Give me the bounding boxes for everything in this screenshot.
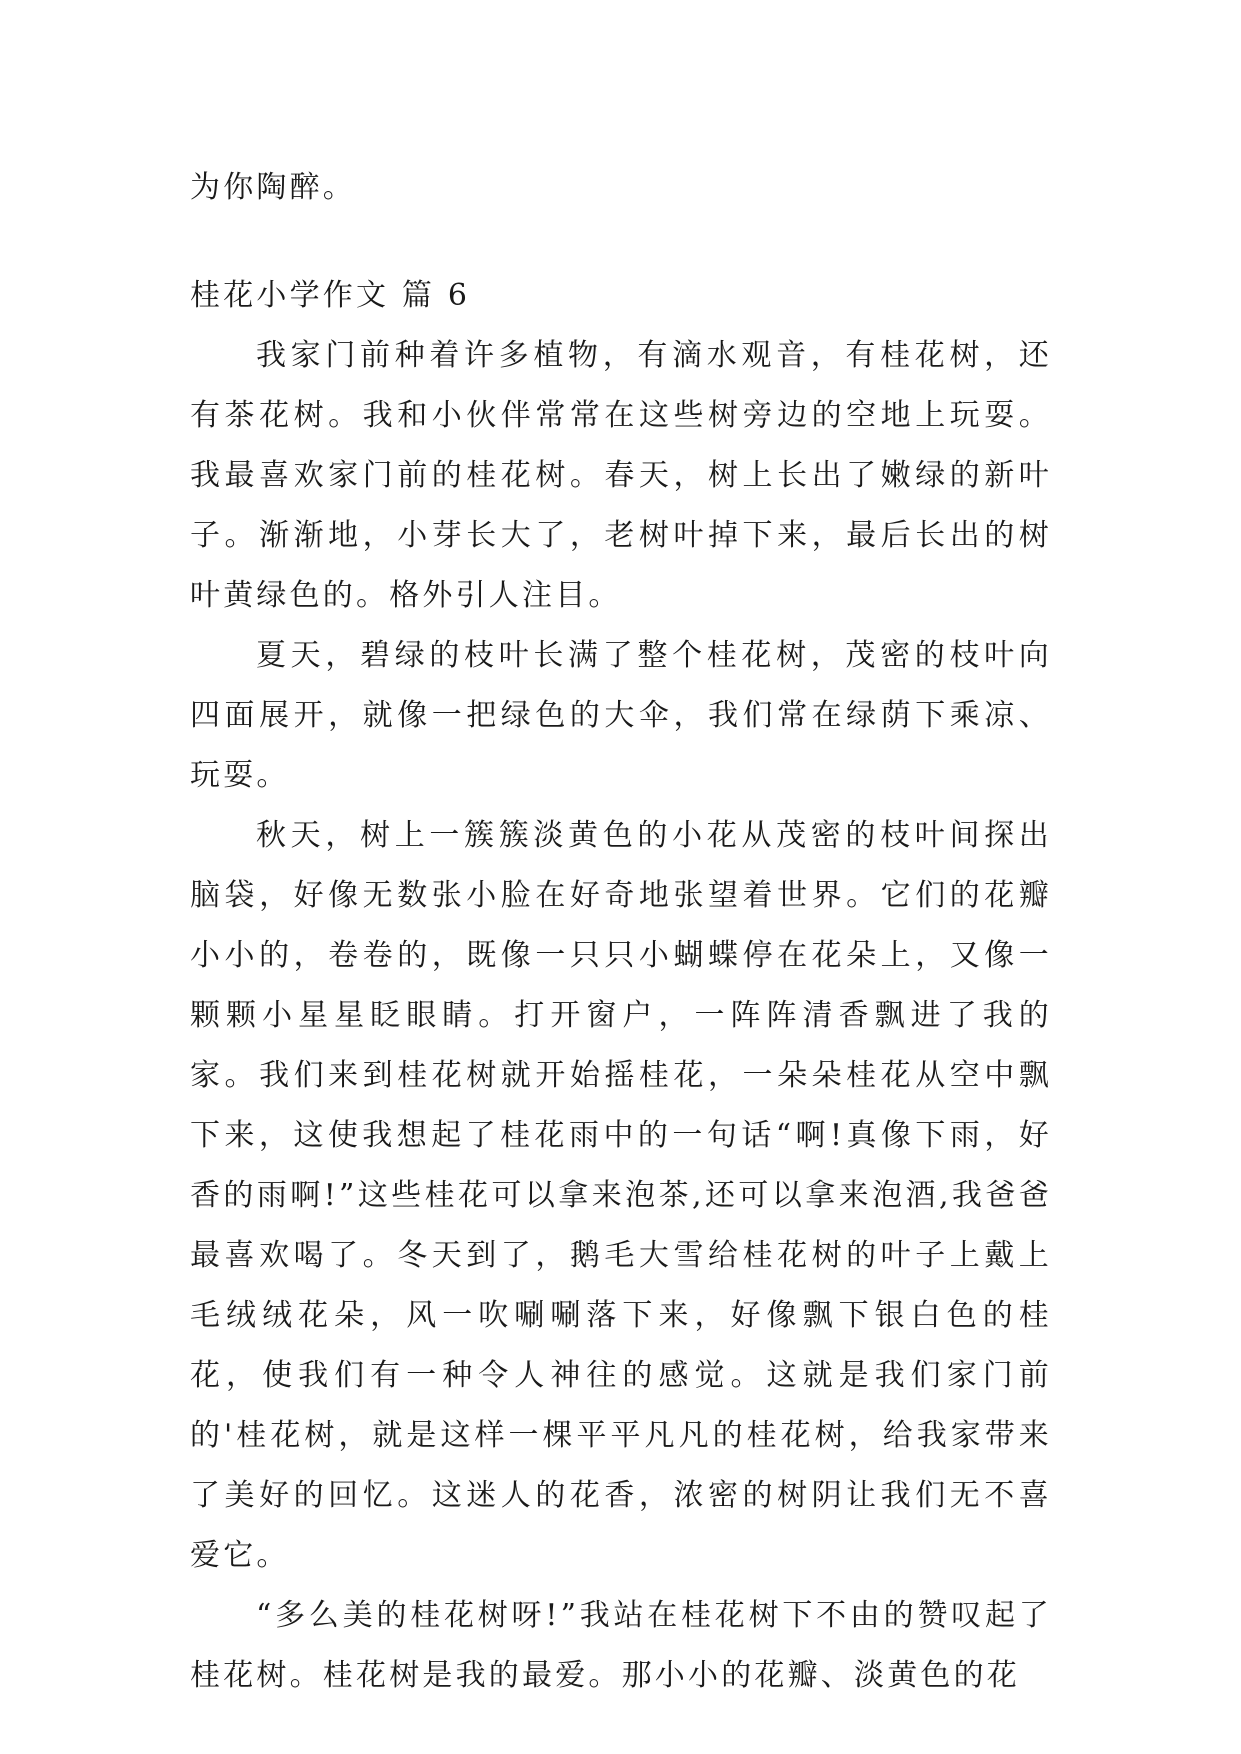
paragraph-2: 夏天，碧绿的枝叶长满了整个桂花树，茂密的枝叶向四面展开，就像一把绿色的大伞，我们常在绿荫下乘凉、玩耍。 bbox=[190, 638, 1052, 793]
section-title: 桂花小学作文 篇 6 bbox=[190, 278, 471, 313]
paragraph-4: “多么美的桂花树呀!”我站在桂花树下不由的赞叹起了桂花树。桂花树是我的最爱。那小小的花瓣、淡黄色的花 bbox=[190, 1598, 1052, 1693]
paragraph-1: 我家门前种着许多植物，有滴水观音，有桂花树，还有茶花树。我和小伙伴常常在这些树旁边的空地上玩耍。我最喜欢家门前的桂花树。春天，树上长出了嫩绿的新叶子。渐渐地，小芽长大了，老树叶掉下来，最后长出的树叶黄绿色的。格外引人注目。 bbox=[190, 338, 1052, 613]
paragraph-3: 秋天，树上一簇簇淡黄色的小花从茂密的枝叶间探出脑袋，好像无数张小脸在好奇地张望着世界。它们的花瓣小小的，卷卷的，既像一只只小蝴蝶停在花朵上，又像一颗颗小星星眨眼睛。打开窗户，一阵阵清香飘进了我的家。我们来到桂花树就开始摇桂花，一朵朵桂花从空中飘下来，这使我想起了桂花雨中的一句话“啊!真像下雨，好香的雨啊!”这些桂花可以拿来泡茶,还可以拿来泡酒,我爸爸最喜欢喝了。冬天到了，鹅毛大雪给桂花树的叶子上戴上毛绒绒花朵，风一吹唰唰落下来，好像飘下银白色的桂花，使我们有一种令人神往的感觉。这就是我们家门前的'桂花树，就是这样一棵平平凡凡的桂花树，给我家带来了美好的回忆。这迷人的花香，浓密的树阴让我们无不喜爱它。 bbox=[190, 818, 1052, 1573]
document-body bbox=[190, 158, 1052, 1706]
intro-tail-text: 为你陶醉。 bbox=[190, 170, 356, 205]
